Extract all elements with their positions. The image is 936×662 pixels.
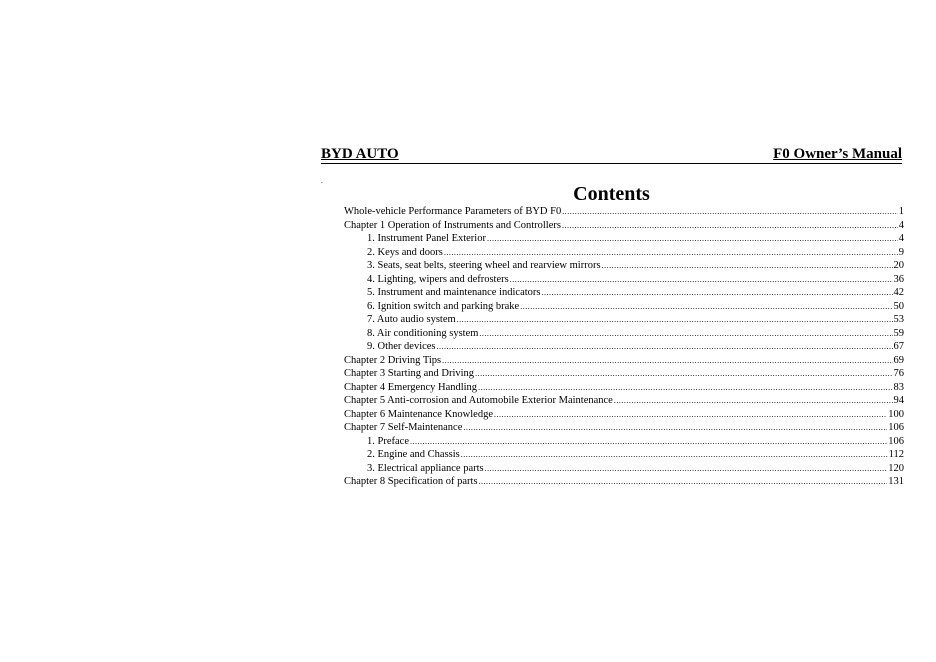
toc-entry-title: 2. Keys and doors [367,246,443,258]
toc-entry[interactable] [344,462,904,476]
toc-entry[interactable] [344,327,904,341]
toc-leader-dots [463,421,887,434]
toc-leader-dots [457,313,893,326]
toc-entry-page: 36 [893,273,904,285]
table-of-contents [344,205,904,489]
toc-entry[interactable] [344,475,904,489]
toc-leader-dots [479,327,892,340]
toc-entry-title: 3. Seats, seat belts, steering wheel and rearview mirrors [367,260,601,271]
toc-entry-title: Chapter 5 Anti-corrosion and Automobile Exterior Maintenance [344,395,613,406]
header-brand: BYD AUTO [321,146,399,162]
toc-entry[interactable] [344,286,904,300]
toc-leader-dots [437,340,893,353]
toc-leader-dots [444,246,898,259]
toc-entry[interactable] [344,354,904,368]
toc-entry[interactable] [344,448,904,462]
toc-leader-dots [410,435,887,448]
toc-leader-dots [510,273,893,286]
toc-entry[interactable] [344,259,904,273]
toc-entry[interactable] [344,273,904,287]
toc-entry-title: Chapter 3 Starting and Driving [344,368,475,379]
toc-leader-dots [520,300,892,313]
toc-leader-dots [542,286,893,299]
toc-leader-dots [562,219,898,232]
toc-leader-dots [485,462,888,475]
toc-entry-title: 4. Lighting, wipers and defrosters [367,273,509,285]
toc-entry-title: 9. Other devices [367,341,436,352]
toc-entry[interactable] [344,367,904,381]
toc-entry-page: 131 [888,476,904,487]
toc-entry-page: 112 [888,449,904,460]
toc-entry-title: 1. Instrument Panel Exterior [367,233,486,244]
toc-entry-page: 53 [893,314,904,325]
toc-entry-page: 69 [893,354,904,366]
toc-entry-page: 59 [893,327,904,339]
toc-entry-title: 3. Electrical appliance parts [367,462,484,474]
toc-leader-dots [479,475,888,488]
toc-entry-page: 20 [893,260,904,271]
toc-entry-page: 120 [888,462,904,474]
toc-leader-dots [442,354,892,367]
toc-entry[interactable] [344,435,904,449]
toc-leader-dots [494,408,887,421]
toc-leader-dots [487,232,898,245]
toc-entry-title: Chapter 7 Self-Maintenance [344,422,463,433]
toc-leader-dots [562,205,898,218]
toc-entry-title: 1. Preface [367,435,409,447]
toc-entry-title: 8. Air conditioning system [367,327,479,339]
toc-entry-page: 9 [898,246,904,258]
toc-entry-page: 94 [893,395,904,406]
toc-leader-dots [461,448,888,461]
toc-leader-dots [478,381,892,394]
toc-entry[interactable] [344,219,904,233]
toc-entry-page: 76 [893,368,904,379]
toc-entry-title: Chapter 1 Operation of Instruments and Controllers [344,219,561,231]
toc-leader-dots [475,367,892,380]
toc-entry-page: 4 [898,219,904,231]
toc-leader-dots [614,394,893,407]
toc-entry[interactable] [344,300,904,314]
contents-heading: Contents [573,183,650,205]
toc-entry-title: Chapter 6 Maintenance Knowledge [344,408,493,420]
toc-entry-page: 100 [888,408,904,420]
toc-entry[interactable] [344,381,904,395]
toc-entry[interactable] [344,408,904,422]
stray-mark: . [321,177,323,185]
toc-entry-title: Whole-vehicle Performance Parameters of BYD F0 [344,206,562,217]
toc-entry-page: 67 [893,341,904,352]
toc-leader-dots [602,259,893,272]
toc-entry-page: 42 [893,287,904,298]
toc-entry-title: 6. Ignition switch and parking brake [367,300,520,312]
toc-entry-page: 83 [893,381,904,393]
toc-entry[interactable] [344,205,904,219]
toc-entry-page: 106 [888,422,904,433]
header-manual-title: F0 Owner’s Manual [773,146,902,162]
toc-entry-title: Chapter 2 Driving Tips [344,354,442,366]
toc-entry[interactable] [344,232,904,246]
toc-entry[interactable] [344,340,904,354]
toc-entry-page: 4 [898,233,904,244]
page-header [321,145,902,164]
toc-entry-page: 50 [893,300,904,312]
toc-entry-title: Chapter 4 Emergency Handling [344,381,478,393]
toc-entry[interactable] [344,394,904,408]
toc-entry-page: 106 [888,435,904,447]
toc-entry[interactable] [344,246,904,260]
toc-entry[interactable] [344,421,904,435]
toc-entry-title: 5. Instrument and maintenance indicators [367,287,541,298]
toc-entry[interactable] [344,313,904,327]
toc-entry-page: 1 [898,206,904,217]
toc-entry-title: 2. Engine and Chassis [367,449,460,460]
toc-entry-title: Chapter 8 Specification of parts [344,476,478,487]
toc-entry-title: 7. Auto audio system [367,314,456,325]
